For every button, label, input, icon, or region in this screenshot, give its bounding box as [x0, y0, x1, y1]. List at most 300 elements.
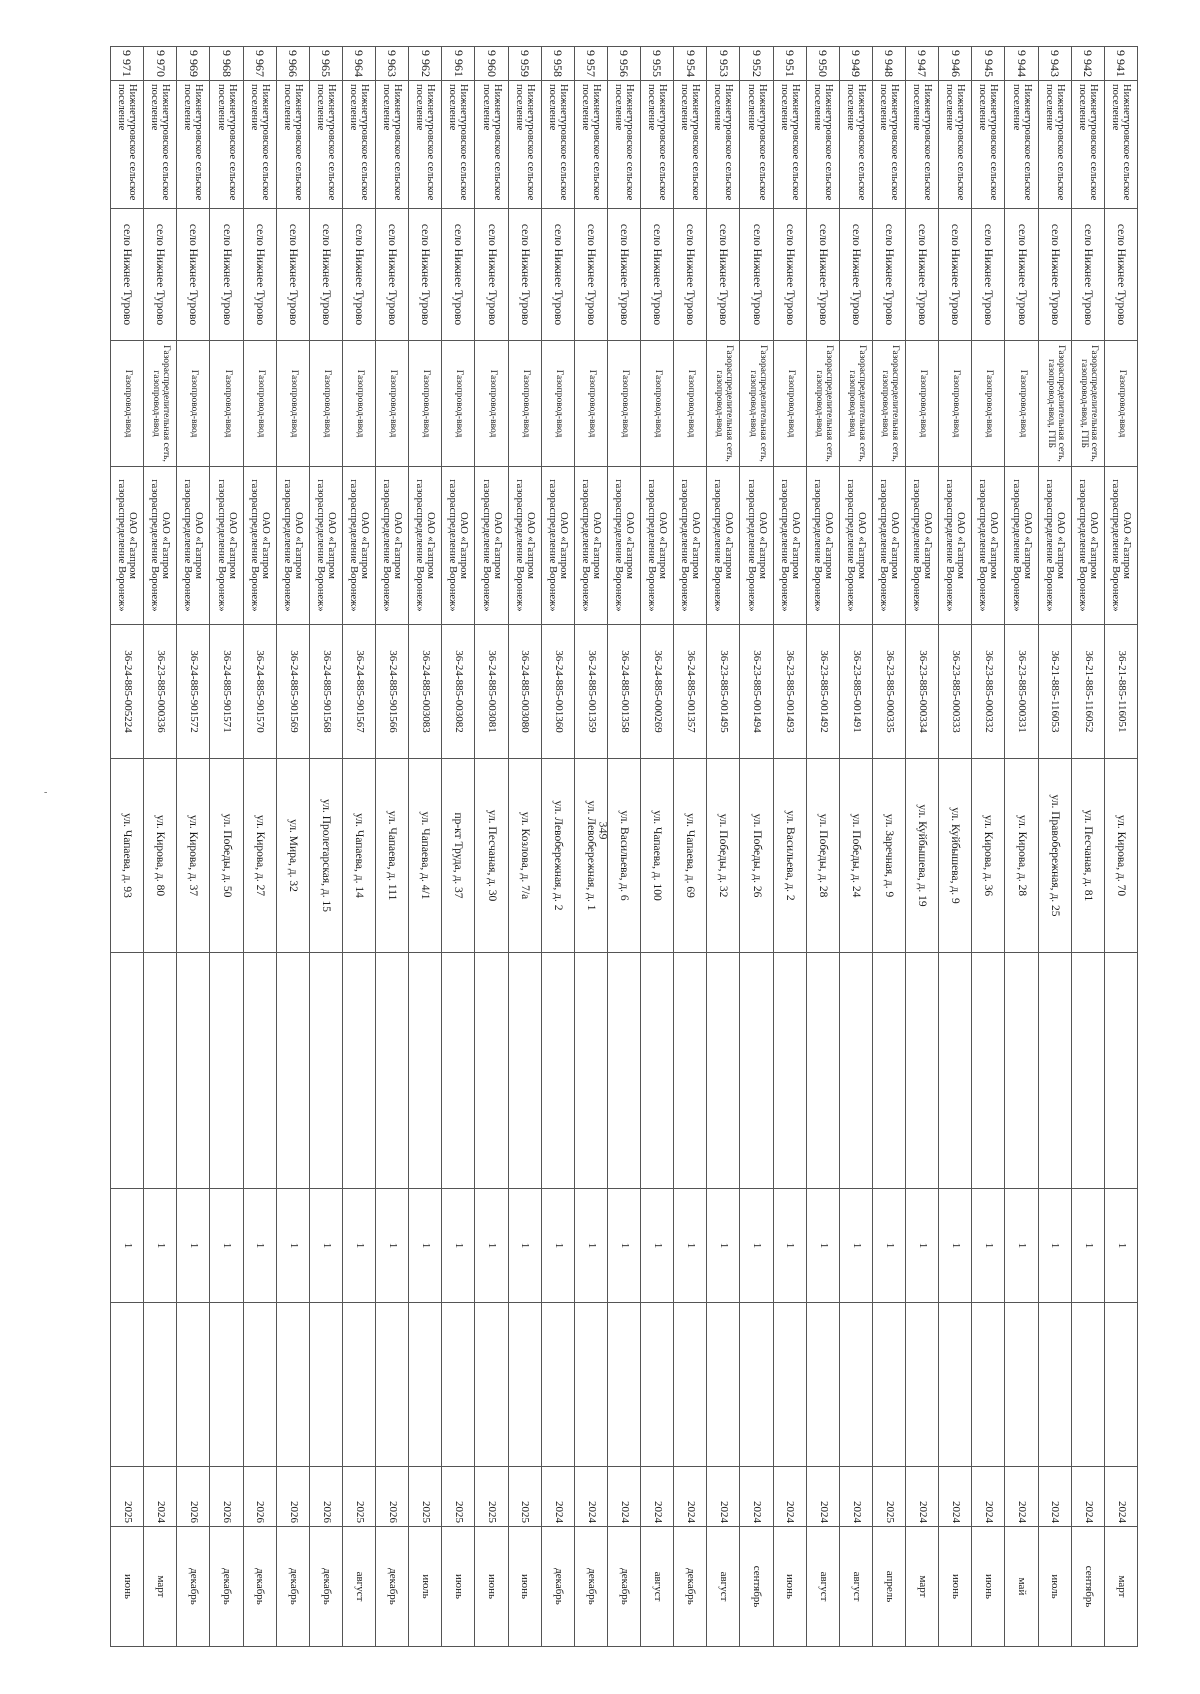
object-type-cell: Газопровод-ввод	[541, 341, 574, 467]
count-cell: 1	[1071, 1189, 1104, 1303]
address-cell: ул. Чапаева, д. 93	[111, 759, 144, 953]
object-type-cell: Газопровод-ввод	[111, 341, 144, 467]
village-cell: село Нижнее Турово	[839, 209, 872, 341]
row-number-cell: 9 959	[508, 47, 541, 81]
row-number-cell: 9 960	[475, 47, 508, 81]
settlement-cell: Нижнетуровское сельское поселение	[276, 81, 309, 209]
row-number-cell: 9 961	[442, 47, 475, 81]
empty-cell	[806, 1303, 839, 1467]
row-number-cell: 9 968	[210, 47, 243, 81]
address-cell: ул. Победы, д. 32	[707, 759, 740, 953]
year-cell: 2026	[376, 1467, 409, 1527]
table-row	[608, 47, 641, 1647]
count-cell: 1	[376, 1189, 409, 1303]
table-row	[906, 47, 939, 1647]
empty-cell	[276, 1303, 309, 1467]
object-type-cell: Газопровод-ввод	[641, 341, 674, 467]
empty-cell	[972, 1303, 1005, 1467]
month-cell: август	[707, 1527, 740, 1647]
object-type-cell: Газопровод-ввод	[243, 341, 276, 467]
village-cell: село Нижнее Турово	[740, 209, 773, 341]
object-type-cell: Газопровод-ввод	[773, 341, 806, 467]
count-cell: 1	[839, 1189, 872, 1303]
year-cell: 2024	[1104, 1467, 1137, 1527]
year-cell: 2025	[409, 1467, 442, 1527]
month-cell: апрель	[873, 1527, 906, 1647]
year-cell: 2025	[508, 1467, 541, 1527]
owner-cell: ОАО «Газпром газораспределение Воронеж»	[343, 467, 376, 625]
count-cell: 1	[409, 1189, 442, 1303]
month-cell: июнь	[442, 1527, 475, 1647]
village-cell: село Нижнее Турово	[608, 209, 641, 341]
address-cell: ул. Заречная, д. 9	[873, 759, 906, 953]
empty-cell	[177, 953, 210, 1189]
address-cell: ул. Куйбышева, д. 9	[939, 759, 972, 953]
empty-cell	[409, 953, 442, 1189]
empty-cell	[674, 1303, 707, 1467]
village-cell: село Нижнее Турово	[939, 209, 972, 341]
owner-cell: ОАО «Газпром газораспределение Воронеж»	[707, 467, 740, 625]
row-number-cell: 9 969	[177, 47, 210, 81]
table-body	[111, 47, 1138, 1647]
table-row	[309, 47, 342, 1647]
count-cell: 1	[541, 1189, 574, 1303]
count-cell: 1	[1005, 1189, 1038, 1303]
row-number-cell: 9 971	[111, 47, 144, 81]
year-cell: 2024	[641, 1467, 674, 1527]
owner-cell: ОАО «Газпром газораспределение Воронеж»	[839, 467, 872, 625]
object-type-cell: Газораспределительная сеть, газопровод-ввод	[806, 341, 839, 467]
empty-cell	[707, 953, 740, 1189]
empty-cell	[376, 1303, 409, 1467]
object-type-cell: Газопровод-ввод	[508, 341, 541, 467]
empty-cell	[806, 953, 839, 1189]
village-cell: село Нижнее Турово	[574, 209, 607, 341]
object-code-cell: 36-23-885-001494	[740, 625, 773, 759]
object-type-cell: Газораспределительная сеть, газопровод-ввод, ГПБ	[1038, 341, 1071, 467]
object-code-cell: 36-23-885-001491	[839, 625, 872, 759]
month-cell: декабрь	[574, 1527, 607, 1647]
month-cell: июнь	[508, 1527, 541, 1647]
month-cell: июнь	[939, 1527, 972, 1647]
count-cell: 1	[806, 1189, 839, 1303]
row-number-cell: 9 967	[243, 47, 276, 81]
owner-cell: ОАО «Газпром газораспределение Воронеж»	[144, 467, 177, 625]
empty-cell	[475, 953, 508, 1189]
count-cell: 1	[442, 1189, 475, 1303]
count-cell: 1	[939, 1189, 972, 1303]
year-cell: 2026	[243, 1467, 276, 1527]
village-cell: село Нижнее Турово	[210, 209, 243, 341]
owner-cell: ОАО «Газпром газораспределение Воронеж»	[508, 467, 541, 625]
object-code-cell: 36-24-885-901572	[177, 625, 210, 759]
address-cell: ул. Чапаева, д. 111	[376, 759, 409, 953]
settlement-cell: Нижнетуровское сельское поселение	[343, 81, 376, 209]
year-cell: 2024	[674, 1467, 707, 1527]
count-cell: 1	[177, 1189, 210, 1303]
count-cell: 1	[608, 1189, 641, 1303]
year-cell: 2025	[873, 1467, 906, 1527]
empty-cell	[475, 1303, 508, 1467]
owner-cell: ОАО «Газпром газораспределение Воронеж»	[873, 467, 906, 625]
month-cell: сентябрь	[740, 1527, 773, 1647]
empty-cell	[1071, 953, 1104, 1189]
owner-cell: ОАО «Газпром газораспределение Воронеж»	[177, 467, 210, 625]
empty-cell	[541, 1303, 574, 1467]
year-cell: 2024	[740, 1467, 773, 1527]
object-type-cell: Газораспределительная сеть, газопровод-ввод, ГПБ	[1071, 341, 1104, 467]
empty-cell	[641, 1303, 674, 1467]
month-cell: июнь	[773, 1527, 806, 1647]
village-cell: село Нижнее Турово	[1005, 209, 1038, 341]
count-cell: 1	[210, 1189, 243, 1303]
owner-cell: ОАО «Газпром газораспределение Воронеж»	[740, 467, 773, 625]
row-number-cell: 9 970	[144, 47, 177, 81]
empty-cell	[243, 1303, 276, 1467]
count-cell: 1	[906, 1189, 939, 1303]
owner-cell: ОАО «Газпром газораспределение Воронеж»	[806, 467, 839, 625]
row-number-cell: 9 944	[1005, 47, 1038, 81]
object-code-cell: 36-24-885-003082	[442, 625, 475, 759]
empty-cell	[541, 953, 574, 1189]
empty-cell	[972, 953, 1005, 1189]
empty-cell	[1071, 1303, 1104, 1467]
address-cell: ул. Победы, д. 28	[806, 759, 839, 953]
empty-cell	[674, 953, 707, 1189]
table-row	[177, 47, 210, 1647]
empty-cell	[839, 953, 872, 1189]
empty-cell	[1104, 953, 1137, 1189]
village-cell: село Нижнее Турово	[972, 209, 1005, 341]
empty-cell	[608, 1303, 641, 1467]
count-cell: 1	[1038, 1189, 1071, 1303]
month-cell: март	[144, 1527, 177, 1647]
year-cell: 2025	[343, 1467, 376, 1527]
settlement-cell: Нижнетуровское сельское поселение	[1104, 81, 1137, 209]
settlement-cell: Нижнетуровское сельское поселение	[608, 81, 641, 209]
table-row	[376, 47, 409, 1647]
table-row	[475, 47, 508, 1647]
object-type-cell: Газопровод-ввод	[906, 341, 939, 467]
settlement-cell: Нижнетуровское сельское поселение	[906, 81, 939, 209]
year-cell: 2024	[1005, 1467, 1038, 1527]
empty-cell	[309, 953, 342, 1189]
count-cell: 1	[773, 1189, 806, 1303]
owner-cell: ОАО «Газпром газораспределение Воронеж»	[475, 467, 508, 625]
table-row	[641, 47, 674, 1647]
object-code-cell: 36-24-885-003083	[409, 625, 442, 759]
row-number-cell: 9 954	[674, 47, 707, 81]
row-number-cell: 9 945	[972, 47, 1005, 81]
village-cell: село Нижнее Турово	[806, 209, 839, 341]
owner-cell: ОАО «Газпром газораспределение Воронеж»	[541, 467, 574, 625]
village-cell: село Нижнее Турово	[409, 209, 442, 341]
row-number-cell: 9 965	[309, 47, 342, 81]
year-cell: 2024	[773, 1467, 806, 1527]
owner-cell: ОАО «Газпром газораспределение Воронеж»	[906, 467, 939, 625]
empty-cell	[1038, 953, 1071, 1189]
object-type-cell: Газопровод-ввод	[409, 341, 442, 467]
year-cell: 2024	[1071, 1467, 1104, 1527]
settlement-cell: Нижнетуровское сельское поселение	[939, 81, 972, 209]
settlement-cell: Нижнетуровское сельское поселение	[376, 81, 409, 209]
page-number: 349	[596, 821, 611, 840]
settlement-cell: Нижнетуровское сельское поселение	[806, 81, 839, 209]
empty-cell	[508, 1303, 541, 1467]
month-cell: август	[839, 1527, 872, 1647]
object-code-cell: 36-23-885-001493	[773, 625, 806, 759]
month-cell: декабрь	[608, 1527, 641, 1647]
empty-cell	[508, 953, 541, 1189]
settlement-cell: Нижнетуровское сельское поселение	[972, 81, 1005, 209]
year-cell: 2024	[1038, 1467, 1071, 1527]
settlement-cell: Нижнетуровское сельское поселение	[740, 81, 773, 209]
address-cell: ул. Левобережная, д. 2	[541, 759, 574, 953]
owner-cell: ОАО «Газпром газораспределение Воронеж»	[409, 467, 442, 625]
object-code-cell: 36-24-885-001357	[674, 625, 707, 759]
settlement-cell: Нижнетуровское сельское поселение	[210, 81, 243, 209]
table-row	[574, 47, 607, 1647]
empty-cell	[177, 1303, 210, 1467]
village-cell: село Нижнее Турово	[475, 209, 508, 341]
address-cell: ул. Победы, д. 24	[839, 759, 872, 953]
object-code-cell: 36-24-885-000269	[641, 625, 674, 759]
address-cell: ул. Кирова, д. 27	[243, 759, 276, 953]
object-code-cell: 36-24-885-001360	[541, 625, 574, 759]
month-cell: декабрь	[177, 1527, 210, 1647]
row-number-cell: 9 964	[343, 47, 376, 81]
address-cell: ул. Чапаева, д. 4/1	[409, 759, 442, 953]
empty-cell	[773, 953, 806, 1189]
table-row	[243, 47, 276, 1647]
settlement-cell: Нижнетуровское сельское поселение	[177, 81, 210, 209]
object-code-cell: 36-24-885-001358	[608, 625, 641, 759]
owner-cell: ОАО «Газпром газораспределение Воронеж»	[276, 467, 309, 625]
month-cell: декабрь	[674, 1527, 707, 1647]
village-cell: село Нижнее Турово	[1071, 209, 1104, 341]
month-cell: июль	[1038, 1527, 1071, 1647]
settlement-cell: Нижнетуровское сельское поселение	[1071, 81, 1104, 209]
row-number-cell: 9 957	[574, 47, 607, 81]
settlement-cell: Нижнетуровское сельское поселение	[541, 81, 574, 209]
table-row	[740, 47, 773, 1647]
object-code-cell: 36-24-885-005224	[111, 625, 144, 759]
table-row	[1071, 47, 1104, 1647]
address-cell: ул. Кирова, д. 70	[1104, 759, 1137, 953]
table-row	[707, 47, 740, 1647]
settlement-cell: Нижнетуровское сельское поселение	[1038, 81, 1071, 209]
row-number-cell: 9 966	[276, 47, 309, 81]
count-cell: 1	[343, 1189, 376, 1303]
count-cell: 1	[674, 1189, 707, 1303]
object-code-cell: 36-24-885-901570	[243, 625, 276, 759]
village-cell: село Нижнее Турово	[343, 209, 376, 341]
object-type-cell: Газораспределительная сеть, газопровод-ввод	[873, 341, 906, 467]
month-cell: август	[806, 1527, 839, 1647]
object-type-cell: Газопровод-ввод	[442, 341, 475, 467]
row-number-cell: 9 953	[707, 47, 740, 81]
empty-cell	[740, 1303, 773, 1467]
year-cell: 2024	[144, 1467, 177, 1527]
village-cell: село Нижнее Турово	[707, 209, 740, 341]
owner-cell: ОАО «Газпром газораспределение Воронеж»	[309, 467, 342, 625]
settlement-cell: Нижнетуровское сельское поселение	[707, 81, 740, 209]
owner-cell: ОАО «Газпром газораспределение Воронеж»	[574, 467, 607, 625]
owner-cell: ОАО «Газпром газораспределение Воронеж»	[674, 467, 707, 625]
village-cell: село Нижнее Турово	[111, 209, 144, 341]
empty-cell	[144, 1303, 177, 1467]
village-cell: село Нижнее Турово	[1104, 209, 1137, 341]
count-cell: 1	[111, 1189, 144, 1303]
count-cell: 1	[144, 1189, 177, 1303]
month-cell: июль	[409, 1527, 442, 1647]
count-cell: 1	[508, 1189, 541, 1303]
month-cell: декабрь	[376, 1527, 409, 1647]
object-code-cell: 36-23-885-000334	[906, 625, 939, 759]
row-number-cell: 9 950	[806, 47, 839, 81]
village-cell: село Нижнее Турово	[144, 209, 177, 341]
year-cell: 2024	[939, 1467, 972, 1527]
object-type-cell: Газопровод-ввод	[309, 341, 342, 467]
owner-cell: ОАО «Газпром газораспределение Воронеж»	[972, 467, 1005, 625]
village-cell: село Нижнее Турово	[1038, 209, 1071, 341]
empty-cell	[309, 1303, 342, 1467]
object-code-cell: 36-24-885-003080	[508, 625, 541, 759]
owner-cell: ОАО «Газпром газораспределение Воронеж»	[1104, 467, 1137, 625]
settlement-cell: Нижнетуровское сельское поселение	[773, 81, 806, 209]
row-number-cell: 9 941	[1104, 47, 1137, 81]
month-cell: декабрь	[243, 1527, 276, 1647]
empty-cell	[442, 953, 475, 1189]
count-cell: 1	[243, 1189, 276, 1303]
year-cell: 2024	[574, 1467, 607, 1527]
empty-cell	[707, 1303, 740, 1467]
table-row	[1005, 47, 1038, 1647]
row-number-cell: 9 943	[1038, 47, 1071, 81]
row-number-cell: 9 942	[1071, 47, 1104, 81]
count-cell: 1	[1104, 1189, 1137, 1303]
table-row	[508, 47, 541, 1647]
month-cell: декабрь	[309, 1527, 342, 1647]
month-cell: июнь	[475, 1527, 508, 1647]
month-cell: август	[343, 1527, 376, 1647]
table-row	[773, 47, 806, 1647]
count-cell: 1	[276, 1189, 309, 1303]
object-type-cell: Газораспределительная сеть, газопровод-ввод	[707, 341, 740, 467]
object-type-cell: Газораспределительная сеть, газопровод-ввод	[839, 341, 872, 467]
object-code-cell: 36-24-885-003081	[475, 625, 508, 759]
empty-cell	[873, 953, 906, 1189]
object-type-cell: Газопровод-ввод	[1005, 341, 1038, 467]
table-row	[276, 47, 309, 1647]
month-cell: март	[1104, 1527, 1137, 1647]
village-cell: село Нижнее Турово	[442, 209, 475, 341]
settlement-cell: Нижнетуровское сельское поселение	[839, 81, 872, 209]
empty-cell	[939, 953, 972, 1189]
row-number-cell: 9 963	[376, 47, 409, 81]
count-cell: 1	[873, 1189, 906, 1303]
address-cell: ул. Победы, д. 50	[210, 759, 243, 953]
row-number-cell: 9 955	[641, 47, 674, 81]
village-cell: село Нижнее Турово	[177, 209, 210, 341]
count-cell: 1	[972, 1189, 1005, 1303]
count-cell: 1	[740, 1189, 773, 1303]
table-row	[1104, 47, 1137, 1647]
owner-cell: ОАО «Газпром газораспределение Воронеж»	[608, 467, 641, 625]
object-code-cell: 36-24-885-901571	[210, 625, 243, 759]
object-code-cell: 36-23-885-000336	[144, 625, 177, 759]
empty-cell	[144, 953, 177, 1189]
year-cell: 2024	[707, 1467, 740, 1527]
empty-cell	[906, 1303, 939, 1467]
empty-cell	[740, 953, 773, 1189]
owner-cell: ОАО «Газпром газораспределение Воронеж»	[641, 467, 674, 625]
empty-cell	[608, 953, 641, 1189]
address-cell: ул. Пролетарская, д. 15	[309, 759, 342, 953]
table-row	[873, 47, 906, 1647]
address-cell: ул. Правобережная, д. 25	[1038, 759, 1071, 953]
empty-cell	[210, 1303, 243, 1467]
row-number-cell: 9 958	[541, 47, 574, 81]
month-cell: март	[906, 1527, 939, 1647]
object-code-cell: 36-24-885-901568	[309, 625, 342, 759]
object-code-cell: 36-23-885-000333	[939, 625, 972, 759]
table-row	[972, 47, 1005, 1647]
address-cell: ул. Песчаная, д. 30	[475, 759, 508, 953]
year-cell: 2024	[839, 1467, 872, 1527]
object-code-cell: 36-23-885-001492	[806, 625, 839, 759]
village-cell: село Нижнее Турово	[641, 209, 674, 341]
village-cell: село Нижнее Турово	[674, 209, 707, 341]
address-cell: ул. Кирова, д. 28	[1005, 759, 1038, 953]
year-cell: 2024	[972, 1467, 1005, 1527]
address-cell: ул. Чапаева, д. 69	[674, 759, 707, 953]
month-cell: декабрь	[210, 1527, 243, 1647]
empty-cell	[343, 1303, 376, 1467]
settlement-cell: Нижнетуровское сельское поселение	[574, 81, 607, 209]
table-row	[1038, 47, 1071, 1647]
month-cell: май	[1005, 1527, 1038, 1647]
table-row	[839, 47, 872, 1647]
object-code-cell: 36-24-885-901569	[276, 625, 309, 759]
row-number-cell: 9 956	[608, 47, 641, 81]
table-row	[111, 47, 144, 1647]
empty-cell	[343, 953, 376, 1189]
year-cell: 2024	[806, 1467, 839, 1527]
empty-cell	[243, 953, 276, 1189]
object-type-cell: Газопровод-ввод	[939, 341, 972, 467]
table-row	[343, 47, 376, 1647]
settlement-cell: Нижнетуровское сельское поселение	[1005, 81, 1038, 209]
table-row	[674, 47, 707, 1647]
empty-cell	[873, 1303, 906, 1467]
address-cell: ул. Кирова, д. 36	[972, 759, 1005, 953]
count-cell: 1	[574, 1189, 607, 1303]
table-row	[442, 47, 475, 1647]
village-cell: село Нижнее Турово	[376, 209, 409, 341]
village-cell: село Нижнее Турово	[906, 209, 939, 341]
object-type-cell: Газопровод-ввод	[210, 341, 243, 467]
row-number-cell: 9 947	[906, 47, 939, 81]
rotated-table-container	[110, 46, 1138, 1616]
object-type-cell: Газопровод-ввод	[475, 341, 508, 467]
table-row	[939, 47, 972, 1647]
year-cell: 2026	[276, 1467, 309, 1527]
empty-cell	[111, 1303, 144, 1467]
object-type-cell: Газопровод-ввод	[376, 341, 409, 467]
year-cell: 2024	[906, 1467, 939, 1527]
row-number-cell: 9 946	[939, 47, 972, 81]
